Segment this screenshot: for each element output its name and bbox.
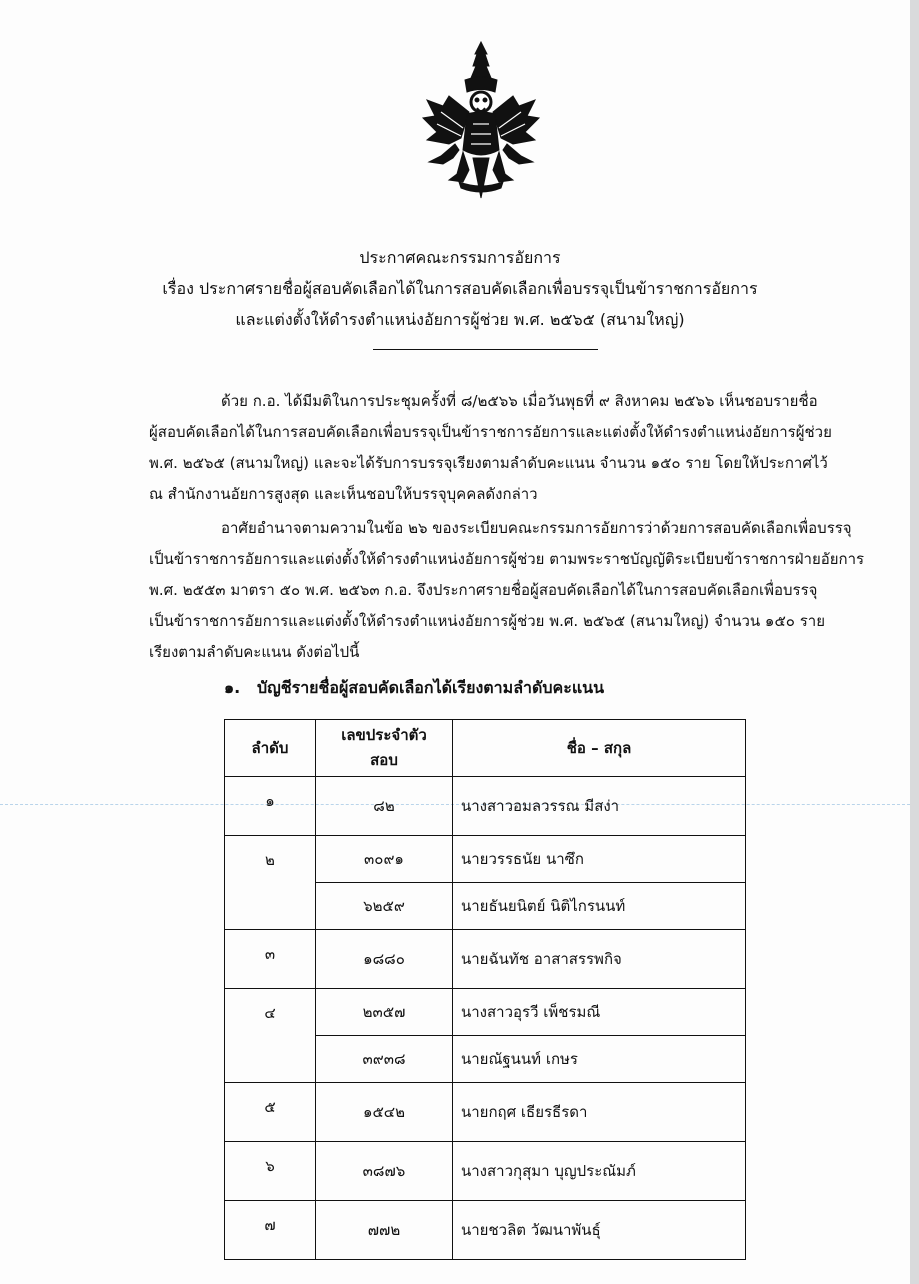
name-cell: นายฉันทัช อาสาสรรพกิจ	[453, 930, 746, 989]
exam-id-cell: ๓๙๓๘	[316, 1036, 453, 1083]
header-exam-id	[316, 720, 453, 777]
table-row	[225, 930, 746, 989]
paragraph-line: เรียงตามลำดับคะแนน ดังต่อไปนี้	[149, 643, 360, 661]
header-name: ชื่อ – สกุล	[453, 720, 746, 777]
paragraph-line: เป็นข้าราชการอัยการและแต่งตั้งให้ดำรงตำแหน่งอัยการผู้ช่วย ตามพระราชบัญญัติระเบียบข้าราชการฝ่ายอัยการ	[149, 550, 865, 568]
exam-id-cell: ๖๒๕๙	[316, 883, 453, 930]
table-row	[225, 1083, 746, 1142]
body-paragraph-1	[149, 386, 847, 510]
rank-cell: ๑	[225, 777, 316, 836]
name-cell: นายชวลิต วัฒนาพันธุ์	[453, 1201, 746, 1260]
exam-id-cell: ๑๕๔๒	[316, 1083, 453, 1142]
paragraph-line: พ.ศ. ๒๕๖๕ (สนามใหญ่) และจะได้รับการบรรจุเรียงตามลำดับคะแนน จำนวน ๑๕๐ ราย โดยให้ประกาศไว้	[149, 454, 828, 472]
paragraph-line: พ.ศ. ๒๕๕๓ มาตรา ๕๐ พ.ศ. ๒๕๖๓ ก.อ. จึงประกาศรายชื่อผู้สอบคัดเลือกได้ในการสอบคัดเลือกเพื่อบรรจุ	[149, 581, 818, 599]
table-row	[225, 989, 746, 1036]
exam-id-cell: ๑๘๘๐	[316, 930, 453, 989]
title-line-subject-cont: และแต่งตั้งให้ดำรงตำแหน่งอัยการผู้ช่วย พ.ศ. ๒๕๖๕ (สนามใหญ่)	[235, 310, 685, 329]
exam-id-cell: ๓๘๗๖	[316, 1142, 453, 1201]
body-paragraph-2	[149, 513, 865, 668]
title-divider	[373, 349, 598, 350]
announcement-title	[100, 242, 820, 335]
garuda-seal-icon	[419, 40, 543, 202]
scan-edge	[910, 0, 919, 1284]
name-cell: นายณัฐนนท์ เกษร	[453, 1036, 746, 1083]
header-exam-id-line1: เลขประจำตัว	[341, 726, 427, 744]
paragraph-line: ผู้สอบคัดเลือกได้ในการสอบคัดเลือกเพื่อบรรจุเป็นข้าราชการอัยการและแต่งตั้งให้ดำรงตำแหน่งอัยการผู้ช่วย	[149, 423, 832, 441]
name-cell: นางสาวอมลวรรณ มีสง่า	[453, 777, 746, 836]
section-title: บัญชีรายชื่อผู้สอบคัดเลือกได้เรียงตามลำดับคะแนน	[256, 678, 605, 697]
rank-cell: ๓	[225, 930, 316, 989]
header-exam-id-line2: สอบ	[370, 751, 398, 769]
table-row	[225, 836, 746, 883]
rank-cell: ๗	[225, 1201, 316, 1260]
exam-id-cell: ๓๐๙๑	[316, 836, 453, 883]
header-rank: ลำดับ	[225, 720, 316, 777]
title-line-subject: เรื่อง ประกาศรายชื่อผู้สอบคัดเลือกได้ในการสอบคัดเลือกเพื่อบรรจุเป็นข้าราชการอัยการ	[162, 279, 758, 298]
table-row	[225, 1142, 746, 1201]
section-heading	[224, 676, 604, 701]
exam-id-cell: ๘๒	[316, 777, 453, 836]
exam-id-cell: ๒๓๕๗	[316, 989, 453, 1036]
paragraph-line: เป็นข้าราชการอัยการและแต่งตั้งให้ดำรงตำแหน่งอัยการผู้ช่วย พ.ศ. ๒๕๖๕ (สนามใหญ่) จำนวน ๑๕๐ ราย	[149, 612, 825, 630]
table-row	[225, 777, 746, 836]
table-header-row	[225, 720, 746, 777]
rank-cell: ๕	[225, 1083, 316, 1142]
rank-cell: ๒	[225, 836, 316, 930]
rank-cell: ๔	[225, 989, 316, 1083]
section-number: ๑.	[224, 678, 241, 697]
name-cell: นางสาวกุสุมา บุญประณัมภ์	[453, 1142, 746, 1201]
paragraph-line: ณ สำนักงานอัยการสูงสุด และเห็นชอบให้บรรจุบุคคลดังกล่าว	[149, 485, 538, 503]
paragraph-line: ด้วย ก.อ. ได้มีมติในการประชุมครั้งที่ ๘/๒๕๖๖ เมื่อวันพุธที่ ๙ สิงหาคม ๒๕๖๖ เห็นชอบรายชื่อ	[221, 392, 818, 410]
name-cell: นางสาวอุรวี เพ็ชรมณี	[453, 989, 746, 1036]
title-line-issuer: ประกาศคณะกรรมการอัยการ	[359, 248, 561, 267]
paragraph-line: อาศัยอำนาจตามความในข้อ ๒๖ ของระเบียบคณะกรรมการอัยการว่าด้วยการสอบคัดเลือกเพื่อบรรจุ	[221, 519, 852, 537]
rank-cell: ๖	[225, 1142, 316, 1201]
exam-id-cell: ๗๗๒	[316, 1201, 453, 1260]
name-cell: นายกฤศ เธียรธีรดา	[453, 1083, 746, 1142]
name-cell: นายวรรธนัย นาซึก	[453, 836, 746, 883]
name-cell: นายธันยนิตย์ นิติไกรนนท์	[453, 883, 746, 930]
candidate-table	[224, 719, 746, 1260]
table-row	[225, 1201, 746, 1260]
